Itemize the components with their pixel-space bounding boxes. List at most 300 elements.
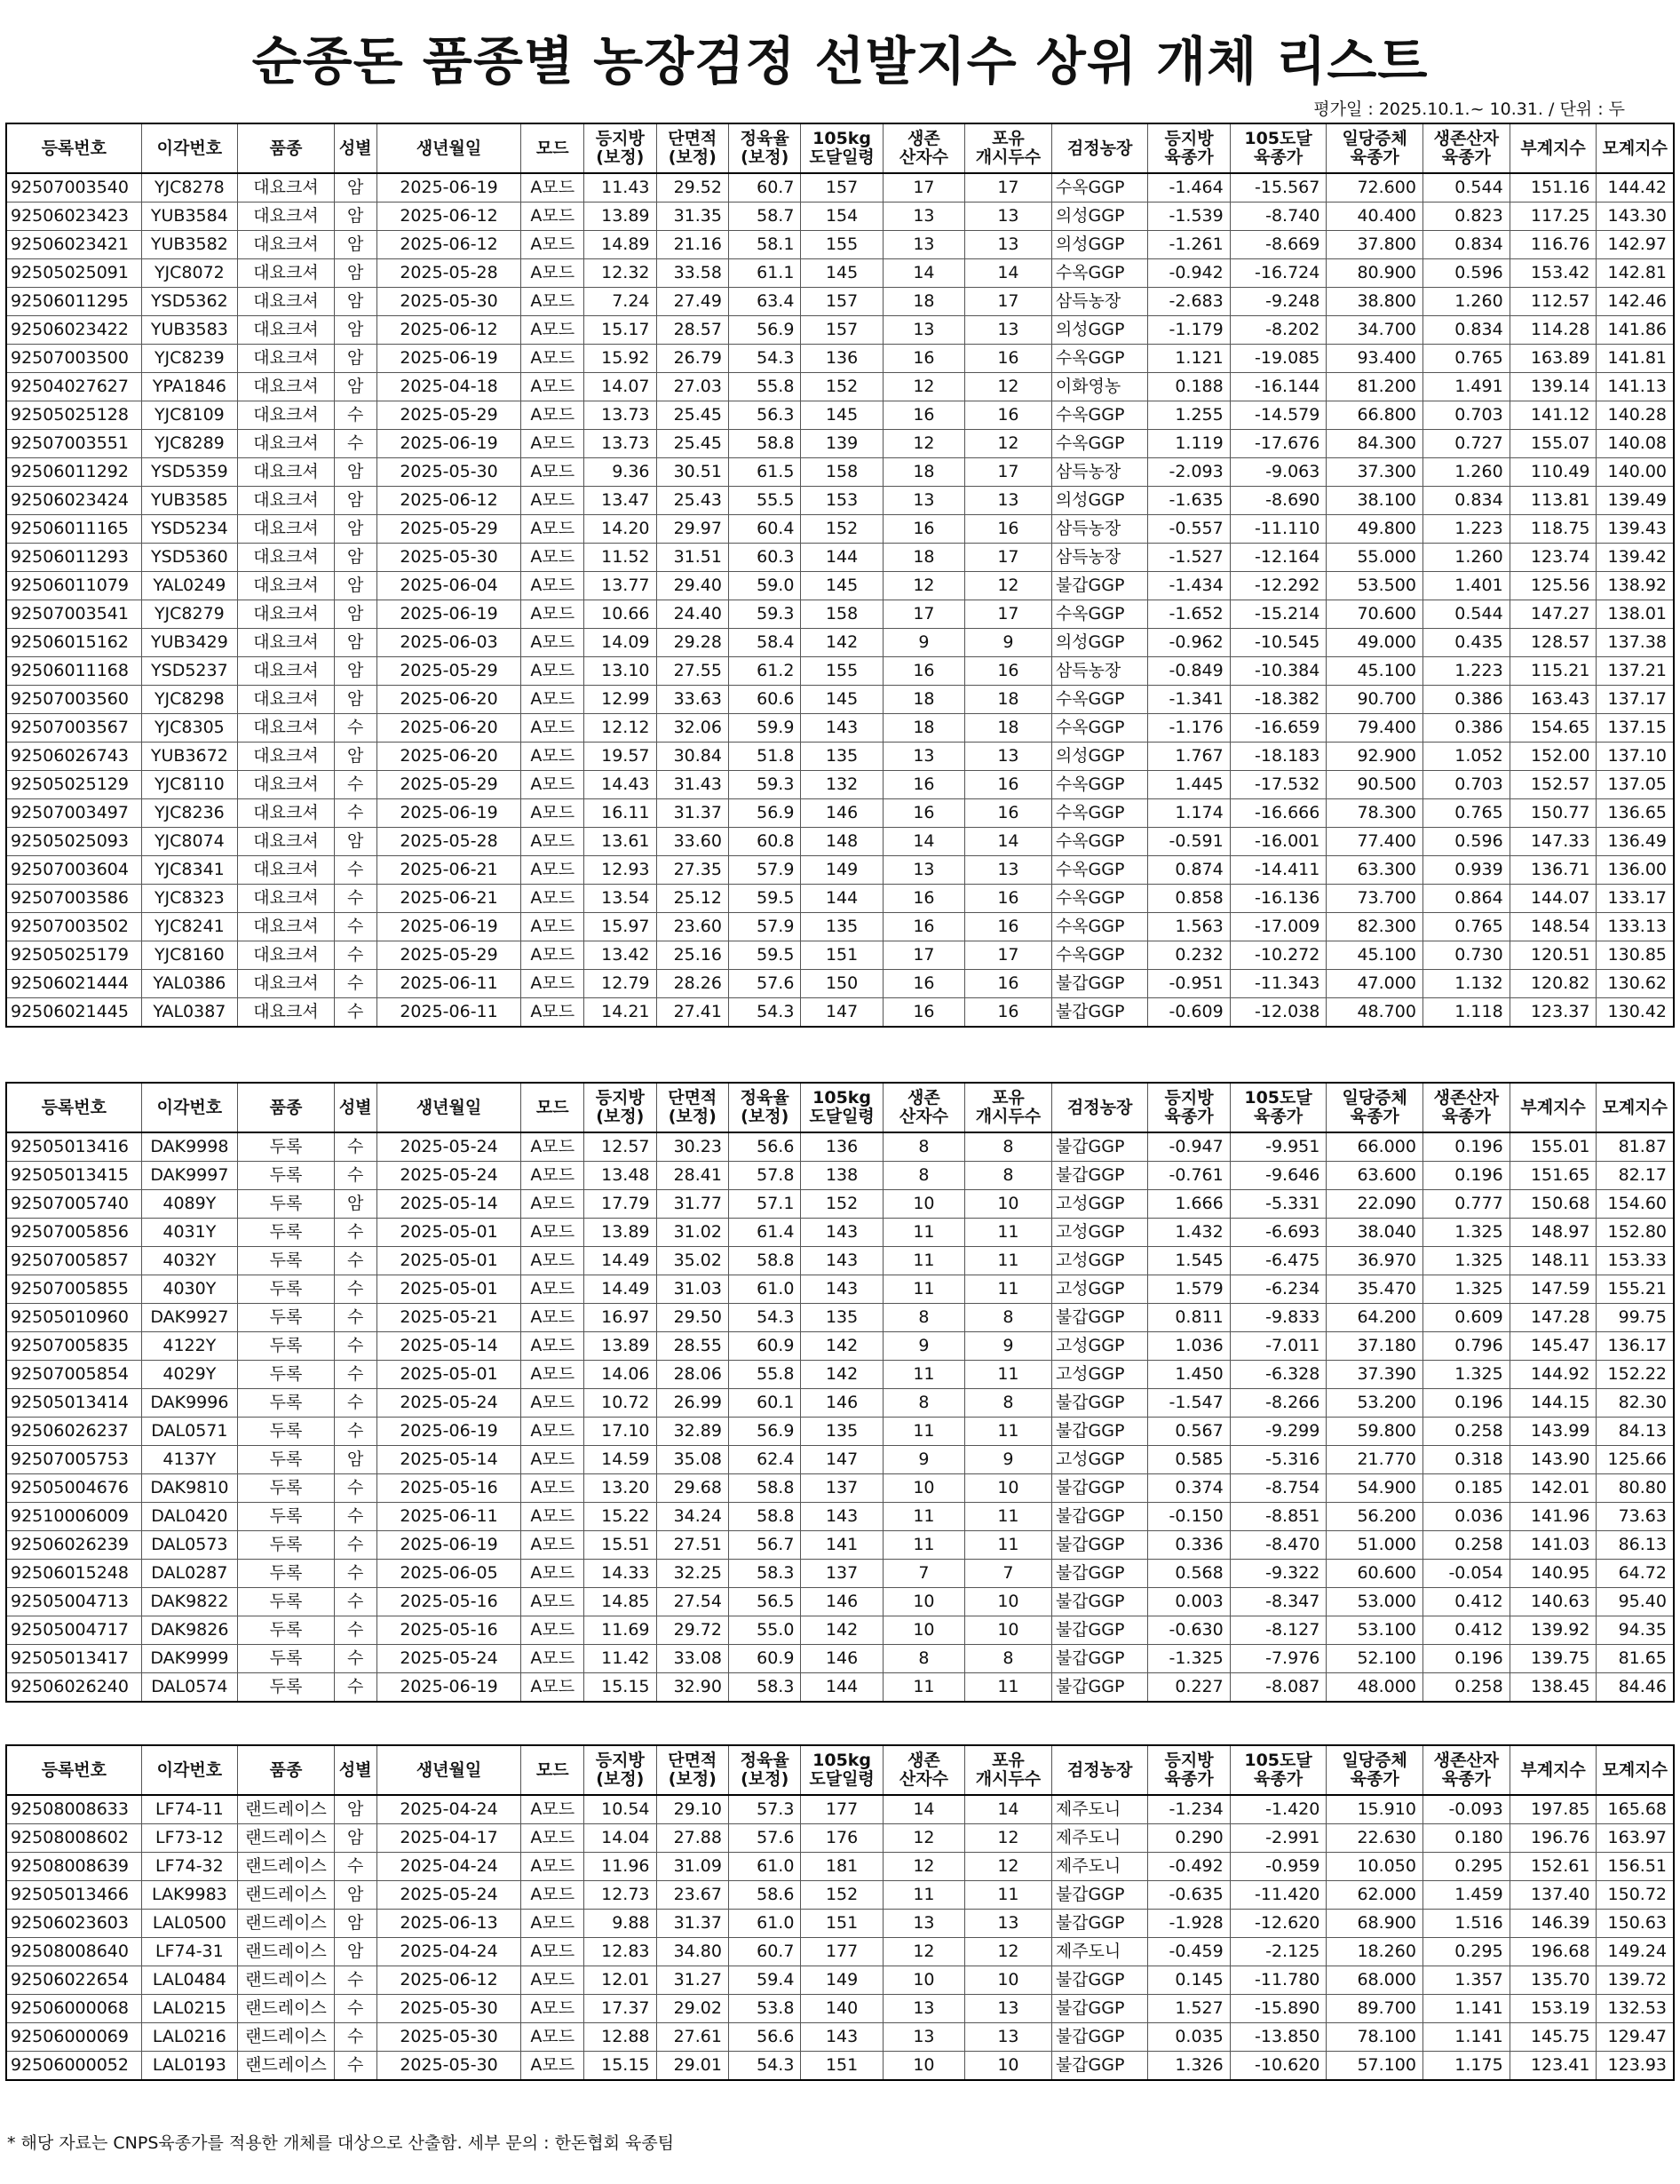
column-header-sex: 성별 xyxy=(334,1083,376,1132)
cell-sire-index: 142.01 xyxy=(1510,1474,1597,1503)
cell-loin-area: 27.41 xyxy=(656,998,728,1028)
cell-born-alive: 9 xyxy=(883,629,964,657)
cell-nursing: 14 xyxy=(965,259,1052,288)
cell-ear-tag: YAL0249 xyxy=(141,572,238,600)
cell-birth-date: 2025-05-30 xyxy=(376,2052,521,2081)
cell-breed: 두록 xyxy=(238,1190,335,1219)
cell-birth-date: 2025-05-24 xyxy=(376,1645,521,1673)
cell-lean-pct: 58.3 xyxy=(728,1673,800,1703)
cell-born-alive-ebv: 0.834 xyxy=(1422,231,1510,259)
cell-mode: A모드 xyxy=(521,1219,584,1247)
cell-reg-no: 92505010960 xyxy=(6,1304,141,1332)
cell-dam-index: 154.60 xyxy=(1597,1190,1674,1219)
cell-born-alive: 11 xyxy=(883,1275,964,1304)
cell-nursing: 17 xyxy=(965,600,1052,629)
cell-mode: A모드 xyxy=(521,629,584,657)
cell-days-105kg: 145 xyxy=(801,686,883,714)
cell-ear-tag: DAK9826 xyxy=(141,1616,238,1645)
cell-born-alive: 13 xyxy=(883,203,964,231)
cell-days-105kg: 135 xyxy=(801,743,883,771)
column-header-days-105kg: 105kg 도달일령 xyxy=(801,1083,883,1132)
table-row xyxy=(6,799,1674,828)
cell-backfat: 12.79 xyxy=(584,970,656,998)
cell-dam-index: 152.80 xyxy=(1597,1219,1674,1247)
cell-mode: A모드 xyxy=(521,1853,584,1881)
cell-breed: 대요크셔 xyxy=(238,629,335,657)
cell-ear-tag: YJC8305 xyxy=(141,714,238,743)
cell-breed: 대요크셔 xyxy=(238,430,335,458)
cell-backfat: 11.96 xyxy=(584,1853,656,1881)
cell-ear-tag: DAK9927 xyxy=(141,1304,238,1332)
cell-lean-pct: 63.4 xyxy=(728,288,800,316)
cell-born-alive-ebv: 1.325 xyxy=(1422,1361,1510,1389)
cell-backfat-ebv: 1.579 xyxy=(1148,1275,1230,1304)
cell-backfat: 13.10 xyxy=(584,657,656,686)
cell-born-alive-ebv: 1.260 xyxy=(1422,458,1510,487)
cell-days-105kg: 136 xyxy=(801,1132,883,1162)
cell-backfat: 14.89 xyxy=(584,231,656,259)
cell-sire-index: 148.54 xyxy=(1510,913,1597,941)
cell-born-alive-ebv: 1.357 xyxy=(1422,1966,1510,1995)
cell-birth-date: 2025-04-17 xyxy=(376,1824,521,1853)
cell-nursing: 17 xyxy=(965,458,1052,487)
cell-reg-no: 92508008639 xyxy=(6,1853,141,1881)
cell-lean-pct: 58.8 xyxy=(728,1474,800,1503)
cell-reg-no: 92507005835 xyxy=(6,1332,141,1361)
cell-birth-date: 2025-06-12 xyxy=(376,487,521,515)
cell-days-105kg: 147 xyxy=(801,1446,883,1474)
cell-days105-ebv: -16.659 xyxy=(1230,714,1327,743)
cell-born-alive-ebv: 0.796 xyxy=(1422,1332,1510,1361)
cell-birth-date: 2025-06-03 xyxy=(376,629,521,657)
cell-dam-index: 143.30 xyxy=(1597,203,1674,231)
cell-breed: 대요크셔 xyxy=(238,828,335,856)
cell-sex: 수 xyxy=(334,1503,376,1531)
cell-mode: A모드 xyxy=(521,799,584,828)
cell-adg-ebv: 38.100 xyxy=(1327,487,1423,515)
cell-breed: 두록 xyxy=(238,1503,335,1531)
cell-loin-area: 29.68 xyxy=(656,1474,728,1503)
cell-born-alive-ebv: 0.196 xyxy=(1422,1645,1510,1673)
cell-backfat-ebv: -0.609 xyxy=(1148,998,1230,1028)
cell-breed: 두록 xyxy=(238,1616,335,1645)
cell-backfat-ebv: -0.459 xyxy=(1148,1938,1230,1966)
cell-adg-ebv: 54.900 xyxy=(1327,1474,1423,1503)
cell-mode: A모드 xyxy=(521,259,584,288)
cell-mode: A모드 xyxy=(521,1247,584,1275)
column-header-loin-area: 단면적 (보정) xyxy=(656,1745,728,1795)
cell-ear-tag: YJC8074 xyxy=(141,828,238,856)
cell-sex: 수 xyxy=(334,2052,376,2081)
cell-sex: 암 xyxy=(334,657,376,686)
cell-reg-no: 92506023424 xyxy=(6,487,141,515)
cell-born-alive: 12 xyxy=(883,1853,964,1881)
cell-adg-ebv: 59.800 xyxy=(1327,1418,1423,1446)
cell-loin-area: 32.25 xyxy=(656,1560,728,1588)
cell-born-alive-ebv: 0.435 xyxy=(1422,629,1510,657)
table-row xyxy=(6,572,1674,600)
cell-farm: 불갑GGP xyxy=(1051,1881,1148,1910)
cell-backfat-ebv: -1.635 xyxy=(1148,487,1230,515)
cell-backfat: 17.79 xyxy=(584,1190,656,1219)
column-header-birth-date: 생년월일 xyxy=(376,1083,521,1132)
table-row xyxy=(6,1531,1674,1560)
cell-lean-pct: 57.3 xyxy=(728,1795,800,1824)
cell-days-105kg: 137 xyxy=(801,1474,883,1503)
cell-breed: 대요크셔 xyxy=(238,316,335,345)
cell-mode: A모드 xyxy=(521,1673,584,1703)
cell-sire-index: 163.89 xyxy=(1510,345,1597,373)
cell-days-105kg: 145 xyxy=(801,572,883,600)
cell-days105-ebv: -18.183 xyxy=(1230,743,1327,771)
cell-reg-no: 92506011293 xyxy=(6,544,141,572)
cell-reg-no: 92506022654 xyxy=(6,1966,141,1995)
column-header-backfat-ebv: 등지방 육종가 xyxy=(1148,1083,1230,1132)
cell-ear-tag: YUB3584 xyxy=(141,203,238,231)
cell-birth-date: 2025-06-19 xyxy=(376,1418,521,1446)
header-row xyxy=(6,1745,1674,1795)
cell-farm: 수옥GGP xyxy=(1051,714,1148,743)
cell-lean-pct: 59.4 xyxy=(728,1966,800,1995)
cell-backfat-ebv: -0.761 xyxy=(1148,1162,1230,1190)
cell-birth-date: 2025-06-12 xyxy=(376,316,521,345)
cell-loin-area: 31.09 xyxy=(656,1853,728,1881)
cell-born-alive: 18 xyxy=(883,458,964,487)
cell-adg-ebv: 53.200 xyxy=(1327,1389,1423,1418)
cell-nursing: 8 xyxy=(965,1645,1052,1673)
cell-nursing: 16 xyxy=(965,913,1052,941)
cell-mode: A모드 xyxy=(521,970,584,998)
cell-adg-ebv: 79.400 xyxy=(1327,714,1423,743)
cell-ear-tag: YUB3585 xyxy=(141,487,238,515)
cell-backfat-ebv: 1.450 xyxy=(1148,1361,1230,1389)
table-row xyxy=(6,657,1674,686)
cell-dam-index: 137.05 xyxy=(1597,771,1674,799)
cell-days-105kg: 153 xyxy=(801,487,883,515)
cell-sex: 암 xyxy=(334,600,376,629)
cell-backfat: 11.69 xyxy=(584,1616,656,1645)
cell-sire-index: 139.75 xyxy=(1510,1645,1597,1673)
cell-adg-ebv: 89.700 xyxy=(1327,1995,1423,2023)
cell-born-alive: 11 xyxy=(883,1673,964,1703)
cell-dam-index: 137.21 xyxy=(1597,657,1674,686)
cell-lean-pct: 58.7 xyxy=(728,203,800,231)
cell-sex: 수 xyxy=(334,1853,376,1881)
cell-loin-area: 31.51 xyxy=(656,544,728,572)
cell-breed: 두록 xyxy=(238,1162,335,1190)
cell-birth-date: 2025-05-14 xyxy=(376,1190,521,1219)
cell-backfat: 11.52 xyxy=(584,544,656,572)
cell-lean-pct: 56.9 xyxy=(728,799,800,828)
table-row xyxy=(6,1853,1674,1881)
cell-mode: A모드 xyxy=(521,1474,584,1503)
cell-days105-ebv: -11.420 xyxy=(1230,1881,1327,1910)
cell-reg-no: 92505004717 xyxy=(6,1616,141,1645)
cell-reg-no: 92504027627 xyxy=(6,373,141,401)
cell-birth-date: 2025-05-01 xyxy=(376,1247,521,1275)
cell-ear-tag: DAK9998 xyxy=(141,1132,238,1162)
cell-loin-area: 29.10 xyxy=(656,1795,728,1824)
cell-reg-no: 92507005855 xyxy=(6,1275,141,1304)
cell-born-alive: 17 xyxy=(883,173,964,203)
cell-born-alive-ebv: 0.703 xyxy=(1422,401,1510,430)
cell-farm: 수옥GGP xyxy=(1051,173,1148,203)
cell-backfat-ebv: -0.962 xyxy=(1148,629,1230,657)
cell-backfat: 12.83 xyxy=(584,1938,656,1966)
cell-sex: 수 xyxy=(334,1247,376,1275)
cell-nursing: 13 xyxy=(965,1995,1052,2023)
cell-farm: 불갑GGP xyxy=(1051,1503,1148,1531)
cell-backfat: 15.51 xyxy=(584,1531,656,1560)
column-header-days-105kg: 105kg 도달일령 xyxy=(801,1745,883,1795)
cell-backfat-ebv: 0.232 xyxy=(1148,941,1230,970)
cell-backfat: 12.57 xyxy=(584,1132,656,1162)
cell-backfat-ebv: -0.947 xyxy=(1148,1132,1230,1162)
cell-reg-no: 92505004713 xyxy=(6,1588,141,1616)
cell-lean-pct: 54.3 xyxy=(728,2052,800,2081)
cell-born-alive: 18 xyxy=(883,544,964,572)
cell-farm: 수옥GGP xyxy=(1051,856,1148,885)
cell-sire-index: 136.71 xyxy=(1510,856,1597,885)
column-header-birth-date: 생년월일 xyxy=(376,123,521,173)
cell-reg-no: 92506026743 xyxy=(6,743,141,771)
cell-dam-index: 64.72 xyxy=(1597,1560,1674,1588)
cell-ear-tag: 4030Y xyxy=(141,1275,238,1304)
cell-nursing: 16 xyxy=(965,657,1052,686)
cell-sex: 암 xyxy=(334,203,376,231)
cell-farm: 불갑GGP xyxy=(1051,1132,1148,1162)
cell-adg-ebv: 72.600 xyxy=(1327,173,1423,203)
column-header-sire-index: 부계지수 xyxy=(1510,123,1597,173)
footnote: * 해당 자료는 CNPS육종가를 적용한 개체를 대상으로 산출함. 세부 문의 : 한돈협회 육종팀 xyxy=(7,2133,675,2153)
cell-mode: A모드 xyxy=(521,657,584,686)
cell-sire-index: 154.65 xyxy=(1510,714,1597,743)
cell-backfat: 11.42 xyxy=(584,1645,656,1673)
cell-nursing: 17 xyxy=(965,173,1052,203)
cell-loin-area: 26.79 xyxy=(656,345,728,373)
cell-lean-pct: 59.3 xyxy=(728,600,800,629)
cell-days105-ebv: -10.272 xyxy=(1230,941,1327,970)
cell-days105-ebv: -16.136 xyxy=(1230,885,1327,913)
cell-days105-ebv: -10.545 xyxy=(1230,629,1327,657)
cell-ear-tag: YUB3672 xyxy=(141,743,238,771)
cell-mode: A모드 xyxy=(521,1824,584,1853)
cell-lean-pct: 58.4 xyxy=(728,629,800,657)
cell-lean-pct: 61.4 xyxy=(728,1219,800,1247)
cell-ear-tag: LAK9983 xyxy=(141,1881,238,1910)
cell-adg-ebv: 35.470 xyxy=(1327,1275,1423,1304)
cell-lean-pct: 58.8 xyxy=(728,1503,800,1531)
cell-lean-pct: 61.0 xyxy=(728,1910,800,1938)
cell-reg-no: 92508008640 xyxy=(6,1938,141,1966)
cell-loin-area: 25.16 xyxy=(656,941,728,970)
cell-sex: 수 xyxy=(334,1332,376,1361)
cell-adg-ebv: 81.200 xyxy=(1327,373,1423,401)
cell-sire-index: 196.68 xyxy=(1510,1938,1597,1966)
cell-nursing: 13 xyxy=(965,743,1052,771)
cell-backfat-ebv: -1.325 xyxy=(1148,1645,1230,1673)
cell-dam-index: 163.97 xyxy=(1597,1824,1674,1853)
cell-born-alive-ebv: 0.196 xyxy=(1422,1132,1510,1162)
cell-dam-index: 81.65 xyxy=(1597,1645,1674,1673)
column-header-sex: 성별 xyxy=(334,1745,376,1795)
cell-sex: 수 xyxy=(334,771,376,799)
cell-breed: 두록 xyxy=(238,1219,335,1247)
cell-reg-no: 92507003497 xyxy=(6,799,141,828)
cell-sire-index: 116.76 xyxy=(1510,231,1597,259)
cell-dam-index: 136.00 xyxy=(1597,856,1674,885)
cell-sire-index: 112.57 xyxy=(1510,288,1597,316)
cell-ear-tag: YJC8072 xyxy=(141,259,238,288)
cell-ear-tag: LF74-11 xyxy=(141,1795,238,1824)
cell-loin-area: 34.80 xyxy=(656,1938,728,1966)
cell-born-alive: 11 xyxy=(883,1418,964,1446)
cell-backfat: 14.20 xyxy=(584,515,656,544)
cell-mode: A모드 xyxy=(521,941,584,970)
cell-dam-index: 133.13 xyxy=(1597,913,1674,941)
cell-ear-tag: YSD5360 xyxy=(141,544,238,572)
cell-adg-ebv: 36.970 xyxy=(1327,1247,1423,1275)
cell-mode: A모드 xyxy=(521,1503,584,1531)
cell-sex: 암 xyxy=(334,487,376,515)
cell-sire-index: 147.28 xyxy=(1510,1304,1597,1332)
cell-reg-no: 92505013414 xyxy=(6,1389,141,1418)
cell-breed: 두록 xyxy=(238,1418,335,1446)
cell-mode: A모드 xyxy=(521,1645,584,1673)
cell-backfat: 15.92 xyxy=(584,345,656,373)
cell-lean-pct: 59.3 xyxy=(728,771,800,799)
cell-born-alive: 8 xyxy=(883,1389,964,1418)
cell-farm: 불갑GGP xyxy=(1051,1673,1148,1703)
column-header-backfat-ebv: 등지방 육종가 xyxy=(1148,123,1230,173)
cell-born-alive: 11 xyxy=(883,1503,964,1531)
cell-days-105kg: 148 xyxy=(801,828,883,856)
cell-backfat-ebv: 1.255 xyxy=(1148,401,1230,430)
cell-reg-no: 92506015248 xyxy=(6,1560,141,1588)
table-row xyxy=(6,1190,1674,1219)
column-header-reg-no: 등록번호 xyxy=(6,123,141,173)
cell-born-alive: 13 xyxy=(883,1910,964,1938)
cell-born-alive-ebv: 0.596 xyxy=(1422,828,1510,856)
cell-sex: 암 xyxy=(334,373,376,401)
cell-loin-area: 27.35 xyxy=(656,856,728,885)
cell-breed: 랜드레이스 xyxy=(238,2023,335,2052)
cell-reg-no: 92506000068 xyxy=(6,1995,141,2023)
cell-sex: 암 xyxy=(334,544,376,572)
table-row xyxy=(6,1361,1674,1389)
cell-born-alive: 10 xyxy=(883,2052,964,2081)
cell-nursing: 13 xyxy=(965,487,1052,515)
cell-mode: A모드 xyxy=(521,1132,584,1162)
cell-birth-date: 2025-06-19 xyxy=(376,430,521,458)
cell-farm: 수옥GGP xyxy=(1051,799,1148,828)
cell-breed: 대요크셔 xyxy=(238,487,335,515)
table-row xyxy=(6,1332,1674,1361)
cell-adg-ebv: 53.000 xyxy=(1327,1588,1423,1616)
cell-ear-tag: 4032Y xyxy=(141,1247,238,1275)
table-row xyxy=(6,1910,1674,1938)
cell-backfat: 14.33 xyxy=(584,1560,656,1588)
cell-sire-index: 144.07 xyxy=(1510,885,1597,913)
cell-sire-index: 123.37 xyxy=(1510,998,1597,1028)
cell-days105-ebv: -9.951 xyxy=(1230,1132,1327,1162)
cell-sire-index: 152.61 xyxy=(1510,1853,1597,1881)
cell-sex: 수 xyxy=(334,1389,376,1418)
cell-backfat-ebv: -2.683 xyxy=(1148,288,1230,316)
cell-adg-ebv: 53.500 xyxy=(1327,572,1423,600)
cell-breed: 두록 xyxy=(238,1531,335,1560)
cell-farm: 불갑GGP xyxy=(1051,572,1148,600)
cell-sex: 수 xyxy=(334,2023,376,2052)
cell-reg-no: 92506026239 xyxy=(6,1531,141,1560)
cell-ear-tag: YJC8323 xyxy=(141,885,238,913)
cell-sire-index: 140.63 xyxy=(1510,1588,1597,1616)
cell-nursing: 12 xyxy=(965,1824,1052,1853)
cell-born-alive: 17 xyxy=(883,941,964,970)
cell-days105-ebv: -16.001 xyxy=(1230,828,1327,856)
cell-backfat-ebv: 0.585 xyxy=(1148,1446,1230,1474)
cell-breed: 대요크셔 xyxy=(238,970,335,998)
cell-backfat-ebv: -1.527 xyxy=(1148,544,1230,572)
cell-sire-index: 144.15 xyxy=(1510,1389,1597,1418)
cell-reg-no: 92510006009 xyxy=(6,1503,141,1531)
cell-born-alive: 13 xyxy=(883,743,964,771)
cell-birth-date: 2025-05-30 xyxy=(376,544,521,572)
cell-days-105kg: 152 xyxy=(801,1190,883,1219)
cell-born-alive: 9 xyxy=(883,1446,964,1474)
table-row xyxy=(6,515,1674,544)
cell-lean-pct: 60.9 xyxy=(728,1332,800,1361)
column-header-lean-pct: 정육율 (보정) xyxy=(728,1745,800,1795)
cell-sex: 암 xyxy=(334,1881,376,1910)
cell-ear-tag: 4137Y xyxy=(141,1446,238,1474)
column-header-sire-index: 부계지수 xyxy=(1510,1745,1597,1795)
cell-nursing: 16 xyxy=(965,771,1052,799)
cell-days-105kg: 152 xyxy=(801,1881,883,1910)
cell-sire-index: 117.25 xyxy=(1510,203,1597,231)
cell-reg-no: 92507003500 xyxy=(6,345,141,373)
cell-dam-index: 137.17 xyxy=(1597,686,1674,714)
cell-adg-ebv: 62.000 xyxy=(1327,1881,1423,1910)
cell-sire-index: 152.57 xyxy=(1510,771,1597,799)
cell-born-alive-ebv: 0.765 xyxy=(1422,799,1510,828)
cell-adg-ebv: 47.000 xyxy=(1327,970,1423,998)
cell-days-105kg: 149 xyxy=(801,856,883,885)
cell-sire-index: 151.65 xyxy=(1510,1162,1597,1190)
cell-backfat-ebv: -0.849 xyxy=(1148,657,1230,686)
cell-breed: 두록 xyxy=(238,1304,335,1332)
cell-lean-pct: 61.5 xyxy=(728,458,800,487)
cell-born-alive-ebv: 0.180 xyxy=(1422,1824,1510,1853)
cell-born-alive-ebv: 1.325 xyxy=(1422,1275,1510,1304)
table-row xyxy=(6,1881,1674,1910)
cell-lean-pct: 56.7 xyxy=(728,1531,800,1560)
cell-ear-tag: DAK9810 xyxy=(141,1474,238,1503)
cell-born-alive: 7 xyxy=(883,1560,964,1588)
cell-farm: 불갑GGP xyxy=(1051,1995,1148,2023)
cell-dam-index: 138.92 xyxy=(1597,572,1674,600)
cell-loin-area: 28.41 xyxy=(656,1162,728,1190)
cell-nursing: 13 xyxy=(965,316,1052,345)
cell-days-105kg: 143 xyxy=(801,1219,883,1247)
cell-sire-index: 197.85 xyxy=(1510,1795,1597,1824)
column-header-born-alive: 생존 산자수 xyxy=(883,123,964,173)
cell-sex: 암 xyxy=(334,1795,376,1824)
cell-nursing: 16 xyxy=(965,345,1052,373)
table-row xyxy=(6,600,1674,629)
cell-days-105kg: 181 xyxy=(801,1853,883,1881)
cell-birth-date: 2025-06-12 xyxy=(376,1966,521,1995)
